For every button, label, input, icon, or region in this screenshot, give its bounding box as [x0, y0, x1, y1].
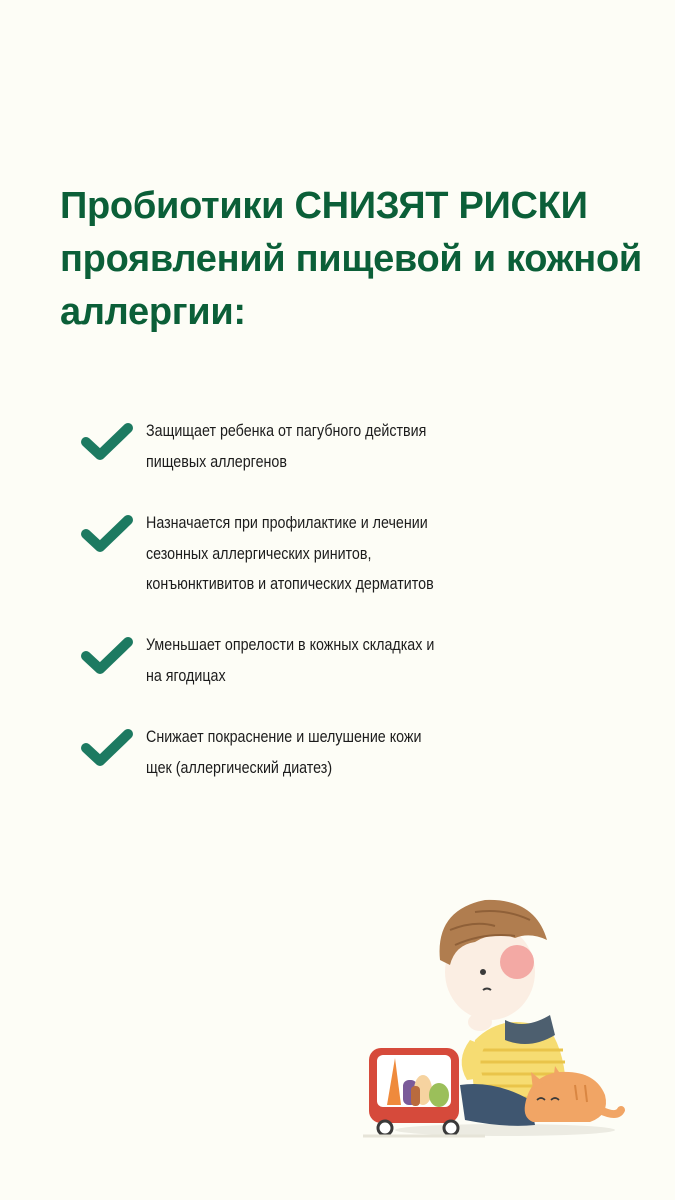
benefit-text: Снижает покраснение и шелушение кожи щек (аллергический диатез)	[146, 727, 422, 777]
check-icon	[80, 726, 134, 768]
check-icon	[80, 634, 134, 676]
child-with-toy-car-illustration	[355, 890, 635, 1150]
page-title: Пробиотики СНИЗЯТ РИСКИ проявлений пищевой и кожной аллергии:	[60, 185, 642, 333]
benefit-text: Уменьшает опрелости в кожных складках и на ягодицах	[146, 635, 435, 685]
check-icon	[80, 512, 134, 554]
benefit-text: Защищает ребенка от пагубного действия пищевых аллергенов	[146, 421, 427, 471]
benefit-text: Назначается при профилактике и лечении сезонных аллергических ринитов, конъюнктивитов и атопических дерматитов	[146, 513, 434, 593]
check-icon	[80, 420, 134, 462]
